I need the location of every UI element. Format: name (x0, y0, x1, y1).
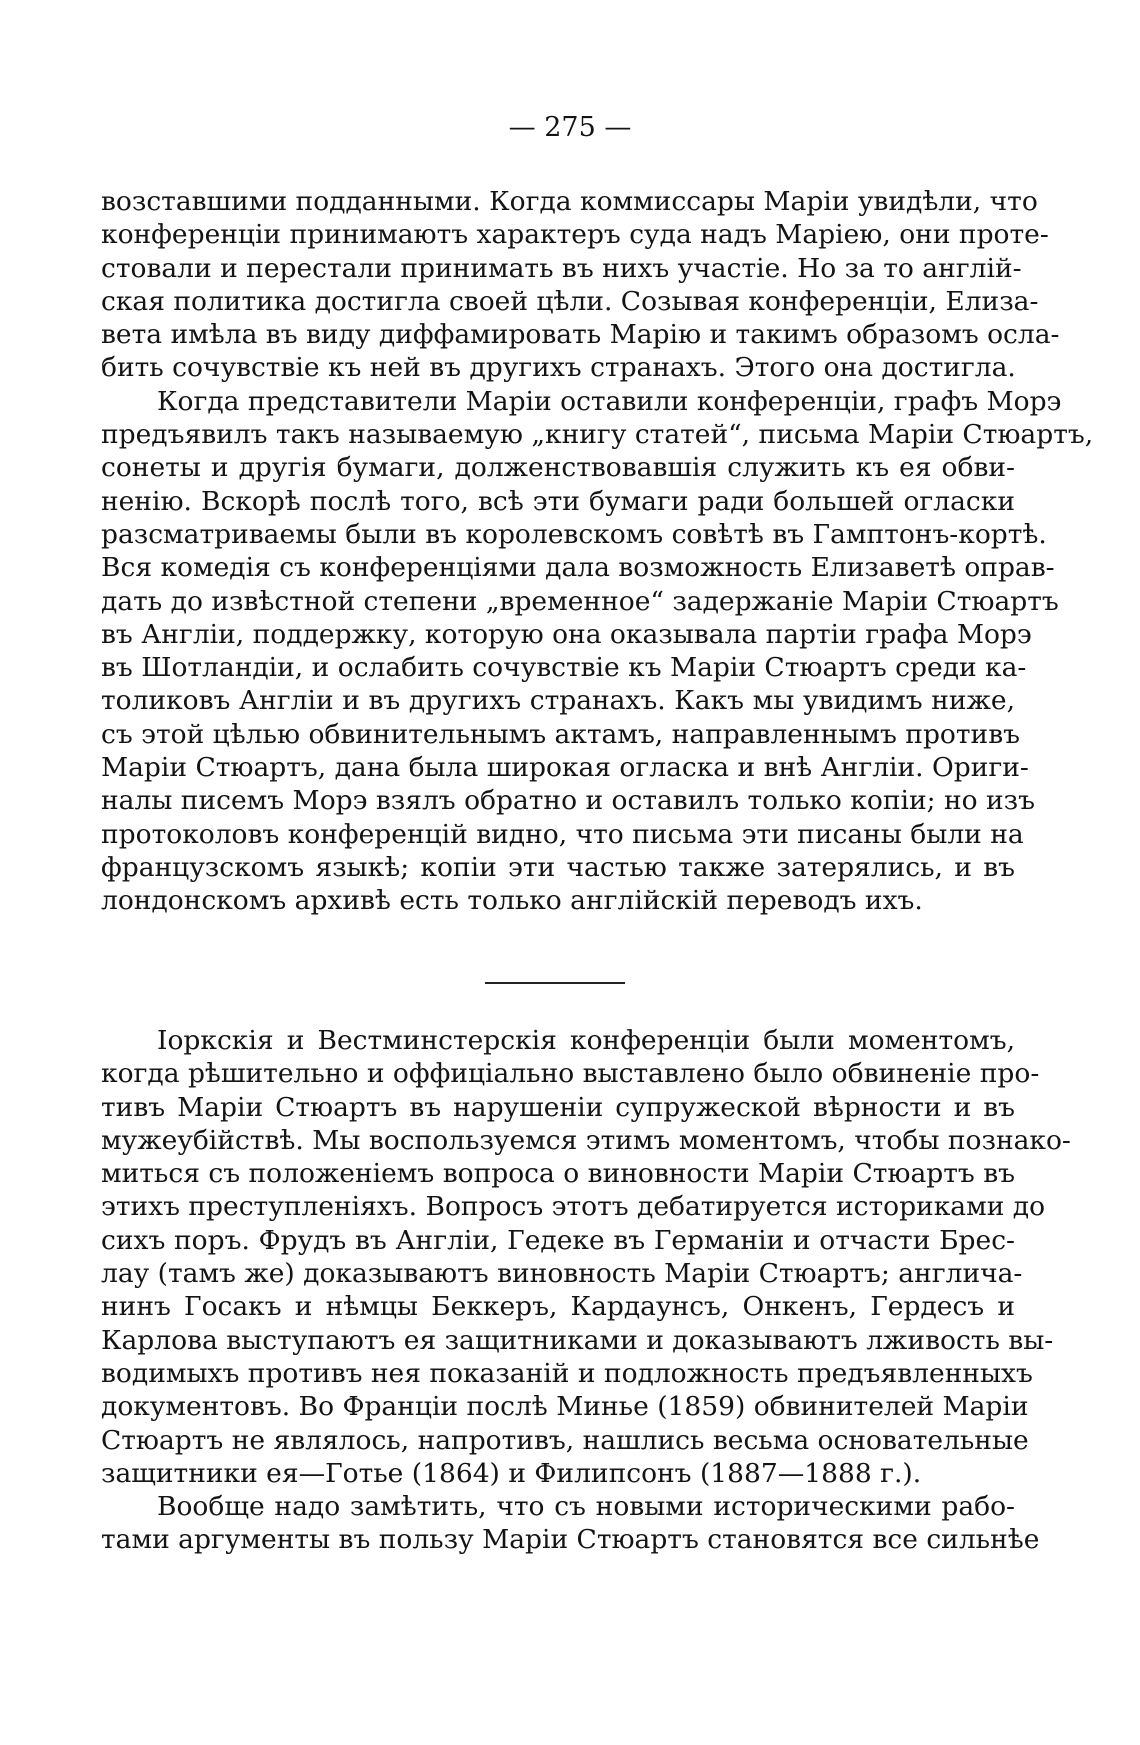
text-line: сонеты и другія бумаги, долженствовавшія служить къ ея обви- (101, 452, 1015, 484)
text-line: вета имѣла въ виду диффамировать Марію и такимъ образомъ осла- (101, 319, 1060, 351)
text-line: Когда представители Маріи оставили конференціи, графъ Морэ (157, 385, 1062, 417)
text-block-1 (101, 185, 1094, 918)
text-line: ская политика достигла своей цѣли. Созывая конференціи, Елиза- (101, 285, 1039, 317)
section-divider (485, 982, 625, 984)
text-block-2 (101, 1024, 1071, 1557)
text-line: Вся комедія съ конференціями дала возможность Елизаветѣ оправ- (101, 552, 1055, 584)
text-line: возставшими подданными. Когда коммиссары Маріи увидѣли, что (101, 186, 1038, 217)
text-line: французскомъ языкѣ; копіи эти частью также затерялись, и въ (101, 851, 1015, 883)
text-line: разсматриваемы были въ королевскомъ совѣтѣ въ Гамптонъ-кортѣ. (101, 518, 1047, 550)
text-line: дать до извѣстной степени „временное“ задержаніе Маріи Стюартъ (101, 585, 1059, 617)
text-line: мужеубійствѣ. Мы воспользуемся этимъ моментомъ, чтобы познако- (101, 1124, 1071, 1156)
text-line: документовъ. Во Франціи послѣ Минье (1859) обвинителей Маріи (101, 1391, 1029, 1423)
text-line: лау (тамъ же) доказываютъ виновность Маріи Стюартъ; англича- (101, 1258, 1023, 1290)
text-line: толиковъ Англіи и въ другихъ странахъ. Какъ мы увидимъ ниже, (101, 685, 1015, 717)
text-line: миться съ положеніемъ вопроса о виновности Маріи Стюартъ въ (101, 1158, 1015, 1190)
text-line: стовали и перестали принимать въ нихъ участіе. Но за то англій- (101, 252, 1022, 284)
text-line: Маріи Стюартъ, дана была широкая огласка и внѣ Англіи. Ориги- (101, 752, 1029, 784)
text-line: съ этой цѣлью обвинительнымъ актамъ, направленнымъ противъ (101, 718, 1020, 750)
text-line: въ Шотландіи, и ослабить сочувствіе къ Маріи Стюартъ среди ка- (101, 652, 1027, 684)
text-line: когда рѣшительно и оффиціально выставлено было обвиненіе про- (101, 1058, 1040, 1090)
text-line: сихъ поръ. Фрудъ въ Англіи, Гедеке въ Германіи и отчасти Брес- (101, 1224, 1015, 1256)
text-line: этихъ преступленіяхъ. Вопросъ этотъ дебатируется историками до (101, 1191, 1046, 1223)
text-line: ненію. Вскорѣ послѣ того, всѣ эти бумаги ради большей огласки (101, 485, 1015, 517)
text-line: водимыхъ противъ нея показаній и подложность предъявленныхъ (101, 1357, 1033, 1389)
text-line: предъявилъ такъ называемую „книгу статей“, письма Маріи Стюартъ, (101, 419, 1094, 451)
text-line: Іоркскія и Вестминстерскія конференціи были моментомъ, (157, 1025, 1015, 1056)
text-line: бить сочувствіе къ ней въ другихъ странахъ. Этого она достигла. (101, 352, 1016, 384)
text-line: налы писемъ Морэ взялъ обратно и оставилъ только копіи; но изъ (101, 785, 1035, 817)
text-line: Карлова выступаютъ ея защитниками и доказываютъ лживость вы- (101, 1324, 1054, 1356)
text-line: Стюартъ не являлось, напротивъ, нашлись весьма основательные (101, 1424, 1029, 1456)
text-line: Вообще надо замѣтить, что съ новыми историческими рабо- (157, 1491, 1015, 1523)
page-number: — 275 — (508, 112, 632, 143)
text-line: лондонскомъ архивѣ есть только англійскій переводъ ихъ. (101, 885, 923, 917)
text-line: въ Англіи, поддержку, которую она оказывала партіи графа Морэ (101, 618, 1032, 650)
text-line: нинъ Госакъ и нѣмцы Беккеръ, Кардаунсъ, Онкенъ, Гердесъ и (101, 1291, 1015, 1323)
text-line: протоколовъ конференцій видно, что письма эти писаны были на (101, 818, 1024, 850)
text-line: тивъ Маріи Стюартъ въ нарушеніи супружеской вѣрности и въ (101, 1091, 1015, 1123)
text-line: защитники ея—Готье (1864) и Филипсонъ (1887—1888 г.). (101, 1457, 922, 1489)
text-line: конференціи принимаютъ характеръ суда надъ Маріею, они проте- (101, 219, 1049, 251)
text-line: тами аргументы въ пользу Маріи Стюартъ становятся все сильнѣе (101, 1524, 1040, 1556)
